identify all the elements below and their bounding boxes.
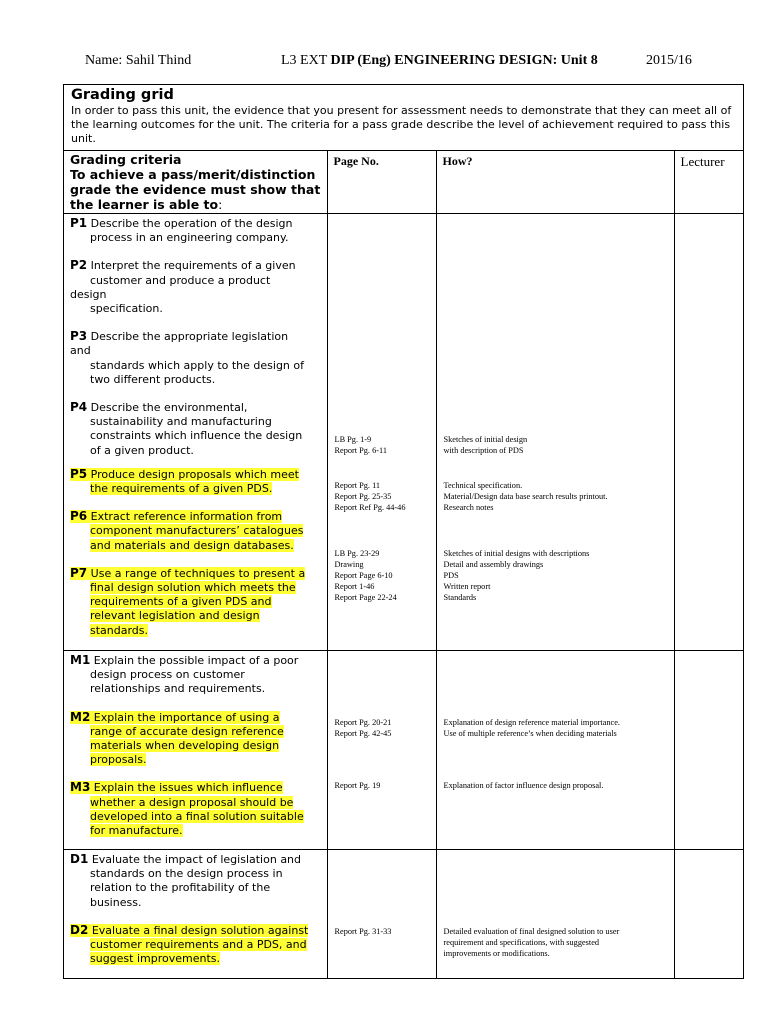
- pass-page-cell: [327, 214, 436, 651]
- criterion-line-text: customer requirements and a PDS, and: [90, 938, 307, 952]
- criterion-line: [70, 482, 323, 496]
- criterion-first-text: [70, 654, 298, 667]
- evidence-how-block: [444, 926, 620, 959]
- evidence-pages-block: [335, 717, 392, 739]
- criterion-line-text: design process on customer: [90, 668, 245, 682]
- criterion-line-text: for manufacture.: [90, 824, 183, 838]
- criteria-header-sub-text: To achieve a pass/merit/distinction grade the evidence must show that the learner is able to: [70, 167, 321, 212]
- page-reference: Drawing: [334, 560, 364, 570]
- criterion-code: M1: [70, 653, 91, 667]
- how-header: How?: [436, 151, 674, 214]
- criterion-line-text: sustainability and manufacturing: [90, 415, 272, 429]
- criterion-text: Explain the issues which influence: [93, 781, 283, 795]
- merit-how-cell: [436, 651, 674, 850]
- evidence-pages-block: [335, 480, 406, 513]
- criterion-p2: [70, 258, 323, 316]
- page-reference: Report Pg. 19: [334, 781, 381, 790]
- page-reference: Report Ref Pg. 44-46: [334, 503, 406, 513]
- evidence-pages-block: [335, 926, 392, 937]
- criterion-line-text: constraints which influence the design: [90, 429, 303, 443]
- evidence-how-block: [444, 717, 620, 739]
- criterion-line: [70, 867, 323, 881]
- pass-lecturer-cell: [674, 214, 743, 651]
- criterion-line: [70, 810, 323, 824]
- criterion-line-text: specification.: [90, 302, 163, 316]
- criterion-line-text: the requirements of a given PDS.: [90, 482, 273, 496]
- criterion-line-text: customer and produce a product: [90, 273, 271, 287]
- criterion-line-text: whether a design proposal should be: [90, 795, 294, 809]
- page-reference: LB Pg. 1-9: [334, 435, 372, 444]
- criterion-line: [70, 524, 323, 538]
- criterion-first-text: [70, 711, 280, 724]
- criterion-code: P6: [70, 509, 88, 524]
- criterion-line: [70, 952, 323, 966]
- criterion-line-text: materials when developing design: [90, 739, 280, 753]
- criterion-first-line: [70, 923, 323, 938]
- grading-grid: [63, 84, 744, 979]
- criteria-header: [64, 151, 327, 214]
- evidence-how-block: [444, 548, 590, 603]
- page-reference: Report Pg. 6-11: [334, 446, 387, 456]
- criteria-header-title: Grading criteria: [70, 152, 182, 167]
- criterion-first-text: [70, 468, 299, 481]
- criterion-code: P4: [70, 400, 88, 415]
- distinction-criteria-cell: [64, 850, 327, 978]
- evidence-pages-block: [335, 434, 387, 456]
- criterion-first-text: [70, 330, 288, 343]
- criterion-text: Evaluate the impact of legislation and: [91, 853, 302, 866]
- criterion-line: [70, 302, 323, 316]
- evidence-description: Standards: [443, 593, 477, 603]
- criterion-line-text: of a given product.: [90, 443, 194, 457]
- lecturer-header: Lecturer: [674, 151, 743, 214]
- criterion-line-text: process in an engineering company.: [90, 231, 289, 245]
- criterion-code: M2: [70, 709, 91, 724]
- criterion-line-text: standards which apply to the design of: [90, 358, 305, 372]
- criterion-wrap: and: [70, 344, 91, 358]
- criterion-m1: [70, 653, 323, 697]
- distinction-how-cell: [436, 850, 674, 978]
- criterion-p7: [70, 566, 323, 638]
- evidence-pages-block: [335, 548, 397, 603]
- criterion-first-text: [70, 401, 247, 414]
- criterion-wrap: design: [70, 287, 107, 301]
- criterion-code: P2: [70, 258, 88, 273]
- document-header: [0, 53, 768, 71]
- criterion-line-text: standards.: [90, 623, 149, 637]
- criterion-p4: [70, 400, 323, 458]
- criterion-line-text: component manufacturers’ catalogues: [90, 524, 304, 538]
- criterion-text: Describe the operation of the design: [90, 217, 293, 230]
- criteria-header-sub: [70, 167, 321, 212]
- criterion-text: Explain the importance of using a: [93, 710, 280, 724]
- criterion-first-text: [70, 781, 283, 794]
- criteria-header-colon: :: [218, 197, 223, 212]
- criterion-text: Evaluate a final design solution against: [91, 923, 309, 937]
- criterion-line: [70, 824, 323, 838]
- criterion-first-text: [70, 924, 308, 937]
- evidence-description: Detailed evaluation of final designed solution to user: [443, 927, 620, 936]
- merit-lecturer-cell: [674, 651, 743, 850]
- criterion-m3: [70, 780, 323, 838]
- criterion-first-text: [70, 510, 282, 523]
- criterion-line: [70, 753, 323, 767]
- criterion-code: M3: [70, 780, 91, 795]
- academic-year: 2015/16: [646, 53, 692, 68]
- criterion-first-text: [70, 217, 293, 230]
- criterion-line-text: relevant legislation and design: [90, 609, 260, 623]
- criterion-code: D1: [70, 852, 89, 866]
- student-name: Name: Sahil Thind: [85, 53, 192, 68]
- distinction-page-cell: [327, 850, 436, 978]
- criterion-line: [70, 444, 323, 458]
- criterion-code: P5: [70, 466, 88, 481]
- evidence-pages-block: [335, 780, 381, 791]
- criterion-line: [70, 739, 323, 753]
- criterion-code: P3: [70, 329, 88, 344]
- table-header-row: [64, 151, 743, 214]
- criterion-first-line: [70, 258, 323, 273]
- pass-row: [64, 214, 743, 651]
- criterion-p5: [70, 467, 323, 496]
- criterion-first-line: [70, 467, 323, 482]
- criterion-first-line: [70, 566, 323, 581]
- distinction-lecturer-cell: [674, 850, 743, 978]
- criterion-first-line: [70, 653, 323, 668]
- criterion-text: Use a range of techniques to present a: [90, 566, 306, 580]
- evidence-description: Written report: [443, 582, 491, 592]
- criterion-first-line: [70, 400, 323, 415]
- criterion-first-line: [70, 329, 323, 344]
- criterion-text: Interpret the requirements of a given: [90, 259, 296, 273]
- criterion-first-text: [70, 567, 305, 580]
- criterion-line: [70, 581, 323, 595]
- criterion-first-line: [70, 710, 323, 725]
- criterion-line: [70, 624, 323, 638]
- criterion-code: P7: [70, 565, 88, 580]
- criterion-line: [70, 796, 323, 810]
- page-reference: Report Pg. 31-33: [334, 927, 392, 936]
- criterion-line-text: and materials and design databases.: [90, 538, 294, 552]
- evidence-description: Material/Design data base search results printout.: [443, 492, 608, 502]
- criterion-text: Describe the appropriate legislation: [90, 330, 289, 344]
- evidence-description: Detail and assembly drawings: [443, 560, 544, 570]
- criterion-d2: [70, 923, 323, 967]
- page-reference: LB Pg. 23-29: [334, 549, 380, 558]
- criterion-line-text: relationships and requirements.: [90, 682, 266, 696]
- criterion-line-text: developed into a final solution suitable: [90, 809, 304, 823]
- criterion-first-text: [70, 259, 296, 272]
- grid-intro: [64, 85, 743, 151]
- criterion-line: [70, 668, 323, 682]
- pass-criteria-cell: [64, 214, 327, 651]
- criterion-line-text: relation to the profitability of the: [90, 881, 271, 895]
- merit-page-cell: [327, 651, 436, 850]
- page-reference: Report Page 22-24: [334, 593, 397, 603]
- page-reference: Report Pg. 11: [334, 481, 381, 490]
- criterion-line-text: two different products.: [90, 372, 216, 386]
- evidence-description: Use of multiple reference’s when deciding materials: [443, 729, 617, 739]
- criterion-line: [70, 539, 323, 553]
- evidence-description: Technical specification.: [443, 481, 523, 490]
- evidence-description: Explanation of design reference material importance.: [443, 718, 620, 727]
- criterion-first-line: [70, 780, 323, 795]
- course-prefix: L3 EXT: [281, 53, 331, 68]
- criterion-first-line: [70, 509, 323, 524]
- course-name: DIP (Eng) ENGINEERING DESIGN: Unit 8: [330, 53, 598, 68]
- criterion-p3: [70, 329, 323, 387]
- criterion-text: Produce design proposals which meet: [90, 467, 299, 481]
- criterion-line: [70, 725, 323, 739]
- criterion-first-line: [70, 216, 323, 231]
- criterion-line: [70, 429, 323, 443]
- evidence-description: Research notes: [443, 503, 494, 513]
- evidence-description: with description of PDS: [443, 446, 524, 456]
- criterion-line: [70, 274, 323, 288]
- criterion-line-text: proposals.: [90, 753, 147, 767]
- evidence-description: PDS: [443, 571, 459, 581]
- evidence-description: Explanation of factor influence design proposal.: [443, 781, 604, 790]
- criterion-text: Describe the environmental,: [90, 401, 248, 415]
- evidence-description: improvements or modifications.: [443, 949, 550, 959]
- evidence-description: requirement and specifications, with suggested: [443, 938, 600, 948]
- grid-intro-text: In order to pass this unit, the evidence that you present for assessment needs to demonstrate that they can meet all of the learning outcomes for the unit. The criteria for a pass grade describe the level of achievement required to pass this unit.: [71, 104, 732, 145]
- criterion-line-text: final design solution which meets the: [90, 581, 296, 595]
- criterion-code: P1: [70, 216, 88, 230]
- criterion-line: [70, 231, 323, 245]
- criterion-p1: [70, 216, 323, 245]
- evidence-how-block: [444, 480, 608, 513]
- page-reference: Report Pg. 25-35: [334, 492, 392, 502]
- page-reference: Report 1-46: [334, 582, 375, 592]
- criterion-text: Extract reference information from: [90, 510, 283, 524]
- criterion-p6: [70, 509, 323, 553]
- evidence-how-block: [444, 780, 604, 791]
- criterion-text: Explain the possible impact of a poor: [93, 654, 299, 667]
- grid-title: Grading grid: [71, 87, 174, 103]
- criterion-line: [70, 881, 323, 895]
- criterion-line: [70, 415, 323, 429]
- criterion-d1: [70, 852, 323, 910]
- criterion-code: D2: [70, 922, 89, 937]
- criterion-line: [70, 595, 323, 609]
- criterion-line: [70, 682, 323, 696]
- criterion-line: [70, 609, 323, 623]
- criterion-line-text: requirements of a given PDS and: [90, 595, 272, 609]
- evidence-how-block: [444, 434, 528, 456]
- criterion-first-line: [70, 852, 323, 867]
- criterion-line: [70, 896, 323, 910]
- page-header: Page No.: [327, 151, 436, 214]
- criterion-line-text: range of accurate design reference: [90, 724, 284, 738]
- page-reference: Report Page 6-10: [334, 571, 393, 581]
- criterion-line: [70, 373, 323, 387]
- criterion-m2: [70, 710, 323, 768]
- course-title: [281, 53, 598, 69]
- distinction-row: [64, 850, 743, 978]
- pass-how-cell: [436, 214, 674, 651]
- criteria-table: [64, 151, 743, 978]
- page-reference: Report Pg. 42-45: [334, 729, 392, 739]
- criterion-line: [70, 938, 323, 952]
- criterion-line-text: suggest improvements.: [90, 952, 221, 966]
- criterion-first-text: [70, 853, 301, 866]
- criterion-line-text: business.: [90, 895, 142, 909]
- merit-criteria-cell: [64, 651, 327, 850]
- criterion-line: [70, 359, 323, 373]
- evidence-description: Sketches of initial designs with descriptions: [443, 549, 590, 558]
- page-reference: Report Pg. 20-21: [334, 718, 392, 727]
- merit-row: [64, 651, 743, 850]
- evidence-description: Sketches of initial design: [443, 435, 528, 444]
- criterion-line-text: standards on the design process in: [90, 867, 283, 881]
